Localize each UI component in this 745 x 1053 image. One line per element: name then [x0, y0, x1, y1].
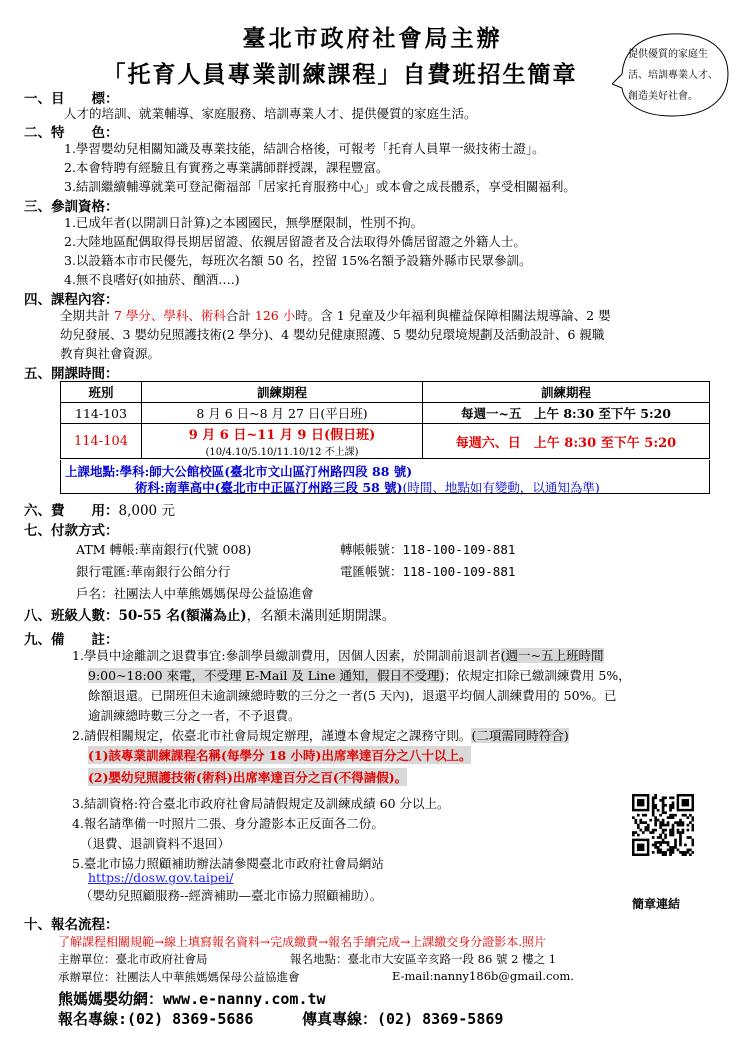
registration-phone: 報名專線:(02) 8369-5686 — [58, 1010, 254, 1028]
location-box: 上課地點:學科:師大公館校區(臺北市文山區汀州路四段 88 號) 術科:南華高中(臺北市中正區汀州路三段 58 號)(時間、地點如有變動，以通知為準) — [60, 460, 710, 494]
feature-item: 3.結訓繼續輔導就業可登記衛福部「居家托育服務中心」或本會之成長體系，享受相關福利。 — [64, 179, 576, 194]
note-leave: 2.請假相關規定，依臺北市社會局規定辦理，謹遵本會規定之課務守則。(二項需同時符合) — [72, 728, 569, 743]
section-fee-label: 六、費 用：8,000 元 — [24, 503, 175, 519]
section-notes-label: 九、備 註： — [24, 632, 119, 648]
feature-item: 1.學習嬰幼兒相關知識及專業技能，結訓合格後，可報考「托育人員單一級技術士證」。 — [64, 141, 545, 156]
website: 熊媽媽嬰幼網：www.e-nanny.com.tw — [58, 990, 326, 1008]
note-refund: 1.學員中途離訓之退費事宜:參訓學員繳訓費用，因個人因素，於開訓前退訓者(週一~五上班時間 — [72, 648, 604, 663]
content-line: 幼兒發展、3 嬰幼兒照護技術(2 學分)、4 嬰幼兒健康照護、5 嬰幼兒環境規劃及活動設計、6 親職 — [60, 327, 605, 342]
note-subsidy: 5.臺北市協力照顧補助辦法請參閱臺北市政府社會局網站 — [72, 856, 384, 871]
eligibility-item: 3.以設籍本市市民優先，每班次名額 50 名，控留 15%名額予設籍外縣市民眾參訓。 — [64, 253, 532, 268]
process-flow: 了解課程相關規範→線上填寫報名資料→完成繳費→報名手續完成→上課繳交身分證影本.照片 — [58, 935, 547, 949]
bubble-text: 提供優質的家庭生 活、培訓專業人才、 創造美好社會。 — [628, 49, 718, 102]
section-size-label: 八、班級人數：50-55 名(額滿為止)，名額未滿則延期開課。 — [24, 608, 396, 624]
email: E-mail:nanny186b@gmail.com. — [392, 969, 574, 983]
atm-info: ATM 轉帳:華南銀行(代號 008) — [76, 542, 252, 557]
eligibility-item: 2.大陸地區配偶取得長期居留證、依親居留證者及合法取得外僑居留證之外籍人士。 — [64, 234, 526, 249]
feature-item: 2.本會特聘有經驗且有實務之專業講師群授課，課程豐富。 — [64, 160, 389, 175]
page-subtitle: 「托育人員專業訓練課程」自費班招生簡章 — [102, 61, 578, 88]
registration-address: 報名地點：臺北市大安區辛亥路一段 86 號 2 樓之 1 — [290, 952, 557, 966]
note-graduation: 3.結訓資格:符合臺北市政府社會局請假規定及訓練成績 60 分以上。 — [72, 796, 450, 811]
note-subsidy-sub: （嬰幼兒照顧服務--經濟補助—臺北市協力照顧補助）。 — [80, 888, 383, 903]
content-line: 教育與社會資源。 — [60, 346, 161, 361]
note-documents-sub: （退費、退訓資料不退回） — [80, 836, 231, 851]
eligibility-item: 4.無不良嗜好(如抽菸、酗酒….) — [64, 272, 240, 287]
note-refund: 餘額退還。已開班但未逾訓練總時數的三分之一者(5 天內)，退還平均個人訓練費用的 50%。已 — [88, 688, 617, 703]
content-line: 全期共計 7 學分、學科、術科合計 126 小時。含 1 兒童及少年福利與權益保障相關法規導論、2 嬰 — [60, 308, 611, 323]
section-eligibility-label: 三、參訓資格： — [24, 199, 119, 215]
table-row: 114-103 8 月 6 日~8 月 27 日(平日班) 每週一~五 上午 8:30 至下午 5:20 — [61, 403, 710, 424]
fax-number: 傳真專線：(02) 8369-5869 — [302, 1010, 504, 1028]
atm-account: 轉帳帳號：118-100-109-881 — [340, 542, 516, 557]
section-process-label: 十、報名流程： — [24, 917, 119, 933]
note-leave-rule: (2)嬰幼兒照護技術(術科)出席率達百分之百(不得請假)。 — [88, 770, 408, 785]
qr-label: 簡章連結 — [632, 897, 681, 911]
contractor: 承辦單位：社團法人中華熊媽媽保母公益協進會 — [58, 970, 300, 984]
wire-info: 銀行電匯:華南銀行公館分行 — [76, 564, 231, 579]
section-schedule-label: 五、開課時間： — [24, 366, 119, 382]
dosw-link[interactable]: https://dosw.gov.taipei/ — [88, 870, 234, 885]
table-row: 114-104 9 月 6 日~11 月 9 日(假日班) (10/4.10/5.10/11.10/12 不上課) 每週六、日 上午 8:30 至下午 5:20 — [61, 424, 710, 459]
qr-code-icon[interactable] — [632, 794, 694, 856]
note-refund: 逾訓練總時數三分之一者，不予退費。 — [88, 708, 301, 723]
section-goal-label: 一、目 標： — [24, 91, 119, 107]
eligibility-item: 1.已成年者(以開訓日計算)之本國國民，無學歷限制，性別不拘。 — [64, 215, 424, 230]
wire-account: 電匯帳號：118-100-109-881 — [340, 564, 516, 579]
section-content-label: 四、課程內容： — [24, 292, 119, 308]
note-refund: 9:00~18:00 來電，不受理 E-Mail 及 Line 通知，假日不受理)；依規定扣除已繳訓練費用 5%， — [88, 668, 631, 683]
section-payment-label: 七、付款方式： — [24, 523, 119, 539]
note-leave-rule: (1)該專業訓練課程名稱(每學分 18 小時)出席率達百分之八十以上。 — [88, 748, 472, 763]
account-holder: 戶名：社團法人中華熊媽媽保母公益協進會 — [76, 586, 314, 601]
table-header-row: 班別 訓練期程 訓練期程 — [61, 382, 710, 403]
organizer: 主辦單位：臺北市政府社會局 — [58, 952, 208, 966]
section-features-label: 二、特 色： — [24, 125, 119, 141]
page-title: 臺北市政府社會局主辦 — [242, 25, 503, 52]
goal-text: 人才的培訓、就業輔導、家庭服務、培訓專業人才、提供優質的家庭生活。 — [64, 106, 477, 121]
note-documents: 4.報名請準備一吋照片二張、身分證影本正反面各二份。 — [72, 816, 384, 831]
schedule-table — [60, 381, 710, 459]
